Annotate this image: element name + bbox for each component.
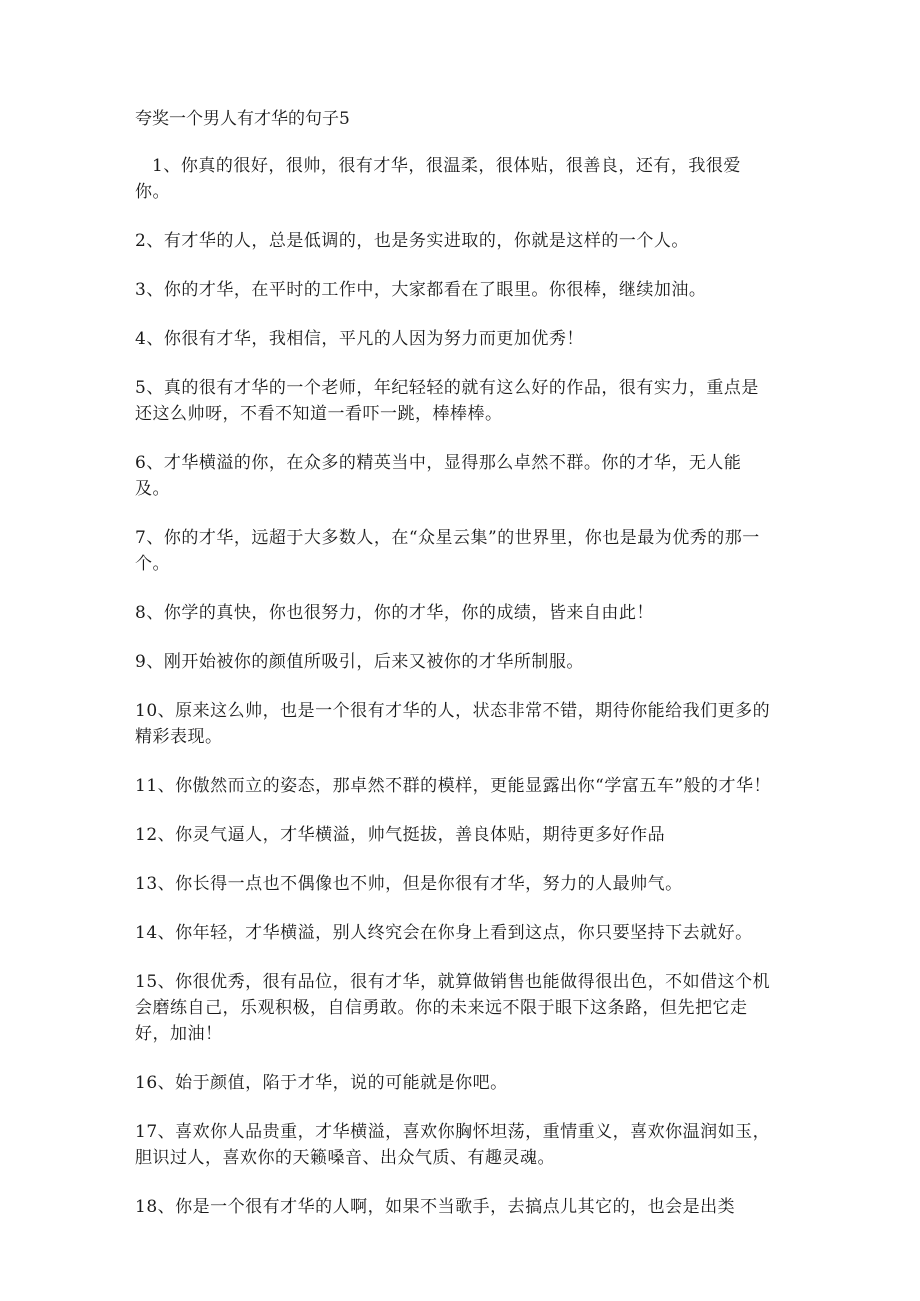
document-title: 夸奖一个男人有才华的句子5 bbox=[135, 109, 350, 129]
list-item: 5、真的很有才华的一个老师，年纪轻轻的就有这么好的作品，很有实力，重点是还这么帅呀，不看不知道一看吓一跳，棒棒棒。 bbox=[135, 378, 759, 424]
list-item: 2、有才华的人，总是低调的，也是务实进取的，你就是这样的一个人。 bbox=[135, 231, 689, 251]
list-item: 16、始于颜值，陷于才华，说的可能就是你吧。 bbox=[135, 1073, 508, 1093]
list-item: 4、你很有才华，我相信，平凡的人因为努力而更加优秀！ bbox=[135, 329, 584, 349]
list-item: 8、你学的真快，你也很努力，你的才华，你的成绩，皆来自由此！ bbox=[135, 603, 654, 623]
list-item: 18、你是一个很有才华的人啊，如果不当歌手，去搞点儿其它的，也会是出类 bbox=[135, 1197, 736, 1217]
list-item: 12、你灵气逼人，才华横溢，帅气挺拔，善良体贴，期待更多好作品 bbox=[135, 825, 666, 845]
list-item: 15、你很优秀，很有品位，很有才华，就算做销售也能做得很出色，不如借这个机会磨练自己，乐观积极，自信勇敢。你的未来远不限于眼下这条路，但先把它走好，加油！ bbox=[135, 972, 771, 1044]
list-item: 9、刚开始被你的颜值所吸引，后来又被你的才华所制服。 bbox=[135, 652, 584, 672]
list-item: 17、喜欢你人品贵重，才华横溢，喜欢你胸怀坦荡，重情重义，喜欢你温润如玉，胆识过人，喜欢你的天籁嗓音、出众气质、有趣灵魂。 bbox=[135, 1122, 771, 1168]
list-item: 11、你傲然而立的姿态，那卓然不群的模样，更能显露出你“学富五车”般的才华！ bbox=[135, 776, 772, 796]
sentence-list bbox=[135, 153, 775, 1243]
list-item: 3、你的才华，在平时的工作中，大家都看在了眼里。你很棒，继续加油。 bbox=[135, 280, 707, 300]
list-item: 7、你的才华，远超于大多数人，在“众星云集”的世界里，你也是最为优秀的那一个。 bbox=[135, 528, 760, 574]
list-item: 1、你真的很好，很帅，很有才华，很温柔，很体贴，很善良，还有，我很爱你。 bbox=[135, 156, 741, 202]
list-item: 10、原来这么帅，也是一个很有才华的人，状态非常不错，期待你能给我们更多的精彩表现。 bbox=[135, 701, 771, 747]
list-item: 13、你长得一点也不偶像也不帅，但是你很有才华，努力的人最帅气。 bbox=[135, 874, 683, 894]
list-item: 6、才华横溢的你，在众多的精英当中，显得那么卓然不群。你的才华，无人能及。 bbox=[135, 453, 742, 499]
list-item: 14、你年轻，才华横溢，别人终究会在你身上看到这点，你只要坚持下去就好。 bbox=[135, 923, 753, 943]
